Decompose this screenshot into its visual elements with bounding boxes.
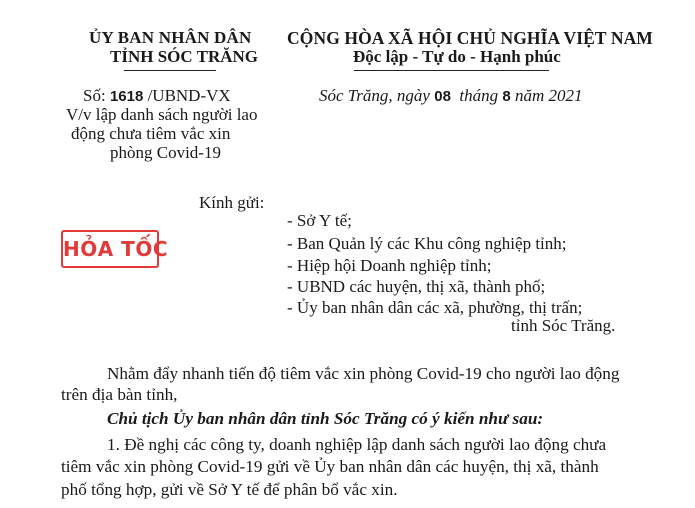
document-number-value: 1618	[109, 88, 144, 105]
subject-line: động chưa tiêm vắc xin	[71, 124, 231, 143]
chairman-opinion-heading: Chủ tịch Ủy ban nhân dân tỉnh Sóc Trăng có ý kiến như sau:	[107, 409, 544, 428]
recipient-item: - Sở Y tế;	[287, 211, 352, 230]
urgent-stamp: HỎA TỐC	[61, 230, 159, 268]
date-year: năm 2021	[515, 86, 583, 105]
motto-underline	[354, 70, 549, 71]
document-number-suffix: /UBND-VX	[147, 86, 231, 105]
document-number	[83, 86, 231, 106]
nation-title: CỘNG HÒA XÃ HỘI CHỦ NGHĨA VIỆT NAM	[287, 28, 653, 48]
subject-line: V/v lập danh sách người lao	[66, 105, 258, 124]
date-prefix: Sóc Trăng, ngày	[319, 86, 430, 105]
recipient-item: - UBND các huyện, thị xã, thành phố;	[287, 277, 546, 296]
date-month: 8	[502, 88, 511, 105]
issuer-name-line2: TỈNH SÓC TRĂNG	[110, 47, 258, 66]
item-1-line: 1. Đề nghị các công ty, doanh nghiệp lập danh sách người lao động chưa	[107, 435, 607, 454]
item-1-line: phố tổng hợp, gửi về Sở Y tế để phân bổ vắc xin.	[61, 480, 398, 499]
recipient-item: - Ủy ban nhân dân các xã, phường, thị trấn;	[287, 298, 583, 317]
recipients-tail: tỉnh Sóc Trăng.	[511, 316, 616, 335]
item-1-line: tiêm vắc xin phòng Covid-19 gửi về Ủy ban nhân dân các huyện, thị xã, thành	[61, 457, 599, 476]
nation-motto: Độc lập - Tự do - Hạnh phúc	[353, 47, 561, 66]
issuer-name-line1: ỦY BAN NHÂN DÂN	[89, 28, 252, 47]
issuer-underline	[124, 70, 216, 71]
intro-paragraph-line: trên địa bàn tỉnh,	[61, 385, 178, 404]
document-number-prefix: Số:	[83, 86, 106, 105]
intro-paragraph-line: Nhằm đẩy nhanh tiến độ tiêm vắc xin phòng Covid-19 cho người lao động	[107, 364, 620, 383]
subject-line: phòng Covid-19	[110, 143, 221, 162]
recipient-item: - Ban Quản lý các Khu công nghiệp tỉnh;	[287, 234, 567, 253]
recipients-label: Kính gửi:	[199, 193, 265, 212]
date-month-label: tháng	[459, 86, 499, 105]
issue-date	[319, 86, 583, 106]
recipient-item: - Hiệp hội Doanh nghiệp tỉnh;	[287, 256, 492, 275]
date-day: 08	[434, 88, 451, 105]
